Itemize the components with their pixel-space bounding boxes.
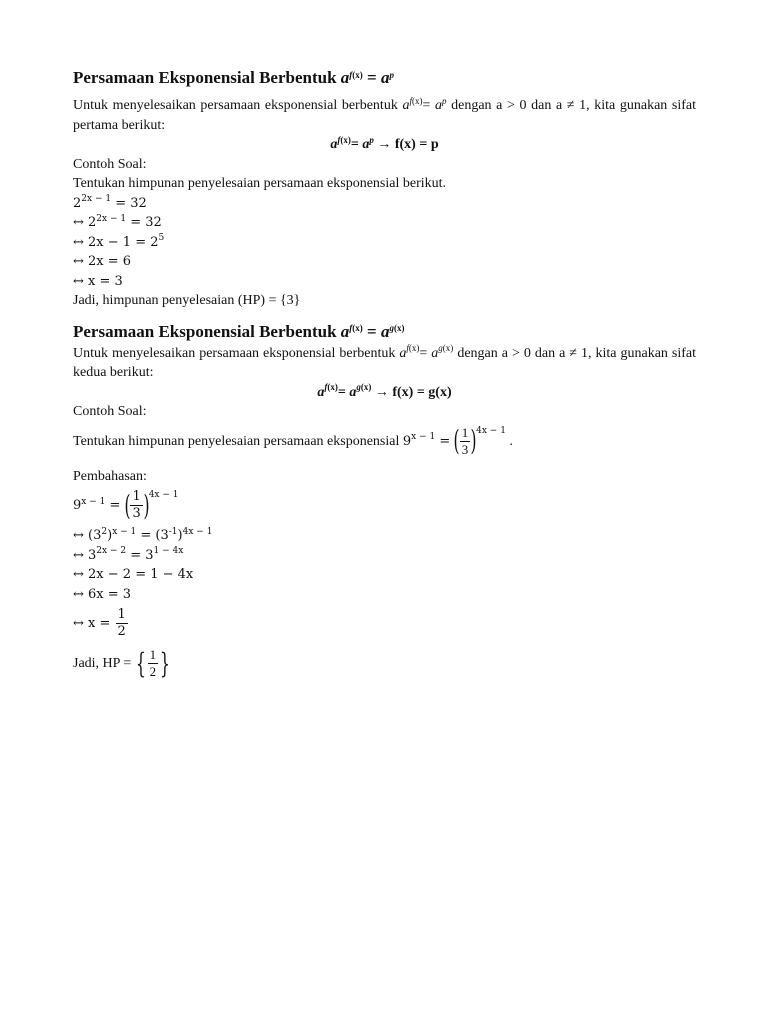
- section-1: [73, 66, 696, 311]
- section-1-intro: Untuk menyelesaikan persamaan eksponensial berbentuk $a^{f(x)}= a^p$ dengan a > 0 dan a ≠ 1, kita gunakan sifat pertama berikut:: [73, 95, 697, 133]
- section-2-pembahasan-label: Pembahasan:: [73, 468, 147, 484]
- section-1-step-4: ↔ 2x = 6: [73, 254, 132, 269]
- section-1-step-2: ↔ $2^{2x - 1} = 32$: [73, 213, 162, 230]
- section-1-contoh-label: Contoh Soal:: [73, 156, 147, 172]
- section-2: [73, 320, 696, 685]
- section-2-step-3: ↔ $3^{2x - 2} = 3^{1 - 4x}$: [73, 546, 184, 563]
- section-1-question: Tentukan himpunan penyelesaian persamaan eksponensial berikut.: [73, 176, 447, 191]
- section-2-step-1: $9^{x - 1}$ = ( $\frac{1}{3}$ )$^{4x - 1}$: [73, 488, 179, 522]
- section-2-step-2: ↔ $(3^2)^{x - 1} = (3^{-1})^{4x - 1}$: [73, 526, 213, 543]
- section-1-conclusion: Jadi, himpunan penyelesaian (HP) = {3}: [73, 293, 301, 308]
- section-2-step-4: ↔ 2x − 2 = 1 − 4x: [73, 567, 194, 582]
- section-1-heading: Persamaan Eksponensial Berbentuk $a^{f(x)} = a^p$: [73, 68, 394, 87]
- section-2-contoh-label: Contoh Soal:: [73, 404, 147, 419]
- section-2-rule: $a^{f(x)}= a^{g(x)} \to f(x) = g(x)$: [317, 382, 452, 400]
- section-1-rule: $a^{f(x)}= a^p \to f(x) = p$: [330, 134, 439, 152]
- section-2-intro: Untuk menyelesaikan persamaan eksponensial berbentuk $a^{f(x)}= a^{g(x)}$ dengan a > 0 dan a ≠ 1, kita gunakan sifat kedua berikut:: [73, 343, 697, 380]
- section-1-step-5: ↔ x = 3: [73, 273, 123, 289]
- section-2-step-5: ↔ 6x = 3: [73, 586, 132, 602]
- section-2-conclusion: Jadi, HP = { $\frac{1}{2}$ }: [73, 646, 170, 680]
- section-2-step-6: ↔ x = $\frac{1}{2}$: [73, 607, 126, 639]
- section-1-step-3: ↔ $2x - 1 = 2^5$: [73, 233, 165, 250]
- section-1-step-1: $2^{2x - 1} = 32$: [73, 194, 147, 211]
- section-2-heading: Persamaan Eksponensial Berbentuk $a^{f(x)} = a^{g(x)}$: [73, 321, 405, 341]
- section-2-question: Tentukan himpunan penyelesaian persamaan eksponensial $9^{x - 1}$ = ( $\frac{1}{3}$ )$^{4x - 1}$ .: [73, 424, 513, 458]
